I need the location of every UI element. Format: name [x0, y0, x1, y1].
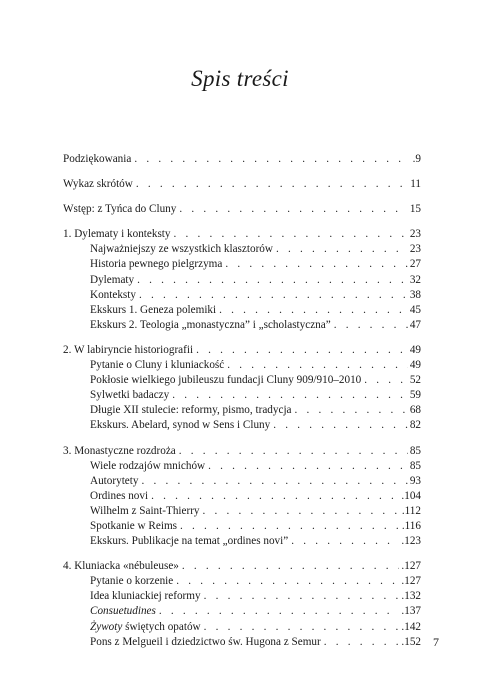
toc-entry-label: Historia pewnego pielgrzyma: [90, 258, 223, 271]
toc-page-number: 85: [409, 444, 421, 457]
toc-page-number: 68: [409, 404, 421, 417]
toc-entry-label: Spotkanie w Reims: [90, 519, 178, 532]
toc-subentry[interactable]: [63, 242, 421, 257]
toc-page-number: 47: [409, 318, 421, 331]
toc-subentry[interactable]: [63, 620, 421, 635]
dot-leader: [156, 604, 400, 619]
toc-section: [63, 152, 421, 167]
toc-page-number: 49: [409, 343, 421, 356]
toc-entry-label: Ekskurs. Abelard, synod w Sens i Cluny: [90, 419, 271, 432]
toc-entry-label: [90, 604, 156, 619]
toc-section: [63, 227, 421, 333]
toc-subentry[interactable]: [63, 418, 421, 433]
toc-entry[interactable]: [63, 559, 421, 574]
toc-entry[interactable]: [63, 444, 421, 459]
toc-page-number: 93: [409, 474, 421, 487]
toc-entry[interactable]: [63, 152, 421, 167]
toc-entry-label: Wstęp: z Tyńca do Cluny: [63, 203, 177, 216]
toc-entry-label: [90, 620, 201, 635]
dot-leader: [321, 635, 400, 650]
toc-subentry[interactable]: [63, 534, 421, 549]
toc-entry-label: Wilhelm z Saint-Thierry: [90, 504, 200, 517]
toc-page-number: 15: [409, 203, 421, 216]
toc-entry-label: Najważniejszy ze wszystkich klasztorów: [90, 243, 273, 256]
toc-subentry[interactable]: [63, 604, 421, 619]
toc-entry-label: 1. Dylematy i konteksty: [63, 228, 171, 241]
dot-leader: [138, 474, 407, 489]
toc-page-number: 82: [409, 419, 421, 432]
toc-page-number: 59: [409, 389, 421, 402]
toc-page-number: 11: [410, 178, 421, 191]
toc-entry-label: Wiele rodzajów mnichów: [90, 459, 206, 472]
toc-entry[interactable]: [63, 227, 421, 242]
toc-page-number: .142: [401, 620, 421, 633]
toc-page-number: .123: [401, 535, 421, 548]
toc-page-number: .127: [401, 575, 421, 588]
toc-page-number: .112: [401, 504, 421, 517]
dot-leader: [273, 242, 408, 257]
dot-leader: [216, 303, 408, 318]
dot-leader: [176, 202, 407, 217]
toc-entry-label: Pytanie o Cluny i kluniackość: [90, 359, 225, 372]
toc-entry-label: Pons z Melgueil i dziedzictwo św. Hugona z Semur: [90, 635, 321, 648]
dot-leader: [177, 519, 400, 534]
toc-page-number: 49: [409, 359, 421, 372]
toc-subentry[interactable]: [63, 303, 421, 318]
toc-subentry[interactable]: [63, 257, 421, 272]
toc-subentry[interactable]: [63, 358, 421, 373]
toc-section: [63, 444, 421, 550]
toc-section: [63, 559, 421, 650]
toc-entry-label: Pytanie o korzenie: [90, 575, 174, 588]
dot-leader: [288, 534, 399, 549]
toc-subentry[interactable]: [63, 504, 421, 519]
dot-leader: [222, 257, 407, 272]
toc-entry-label: 2. W labiryncie historiografii: [63, 343, 194, 356]
dot-leader: [179, 559, 400, 574]
toc-subentry[interactable]: [63, 318, 421, 333]
toc-page-number: 38: [409, 288, 421, 301]
dot-leader: [200, 504, 400, 519]
toc-page-number: .137: [401, 605, 421, 618]
dot-leader: [171, 227, 408, 242]
toc-entry-label: Wykaz skrótów: [63, 178, 133, 191]
toc-page-number: .127: [401, 560, 421, 573]
toc-entry-label: Ekskurs 1. Geneza polemiki: [90, 303, 217, 316]
dot-leader: [176, 444, 408, 459]
dot-leader: [292, 403, 408, 418]
toc-page-number: .104: [401, 489, 421, 502]
dot-leader: [331, 318, 408, 333]
toc-entry[interactable]: [63, 177, 421, 192]
toc-page-number: 23: [409, 243, 421, 256]
toc-entry[interactable]: [63, 202, 421, 217]
page-number: 7: [433, 635, 439, 649]
toc-page-number: 23: [409, 228, 421, 241]
dot-leader: [224, 358, 408, 373]
toc-entry-label: Ekskurs 2. Teologia „monastyczna” i „scholastyczna”: [90, 318, 331, 331]
toc-entry-label: Pokłosie wielkiego jubileuszu fundacji Cluny 909/910–2010: [90, 374, 362, 387]
toc-subentry[interactable]: [63, 403, 421, 418]
dot-leader: [201, 589, 400, 604]
toc-entry-label: Ekskurs. Publikacje na temat „ordines novi”: [90, 535, 289, 548]
dot-leader: [193, 343, 408, 358]
toc-subentry[interactable]: [63, 373, 421, 388]
dot-leader: [361, 373, 408, 388]
toc-page-number: .132: [401, 590, 421, 603]
toc-section: [63, 343, 421, 434]
dot-leader: [134, 273, 408, 288]
toc-subentry[interactable]: [63, 574, 421, 589]
toc-section: [63, 177, 421, 192]
toc-entry-label: Sylwetki badaczy: [90, 389, 170, 402]
toc-subentry[interactable]: [63, 635, 421, 650]
toc-entry-label: Dylematy: [90, 273, 135, 286]
toc-subentry[interactable]: [63, 388, 421, 403]
dot-leader: [169, 388, 408, 403]
toc-entry-label-italic: Consuetudines: [90, 605, 156, 618]
toc-entry-label: Konteksty: [90, 288, 136, 301]
toc-subentry[interactable]: [63, 489, 421, 504]
table-of-contents: [63, 152, 421, 660]
toc-subentry[interactable]: [63, 459, 421, 474]
toc-entry-label-rest: świętych opatów: [122, 620, 201, 633]
toc-page-number: 52: [409, 374, 421, 387]
toc-page-number: .116: [401, 519, 421, 532]
toc-page-number: 85: [409, 459, 421, 472]
toc-entry[interactable]: [63, 343, 421, 358]
toc-entry-label: 3. Monastyczne rozdroża: [63, 444, 176, 457]
toc-section: [63, 202, 421, 217]
toc-entry-label: Podziękowania: [63, 153, 132, 165]
toc-entry-label: Autorytety: [90, 474, 139, 487]
toc-page-number: .9: [412, 153, 421, 165]
toc-entry-label: Długie XII stulecie: reformy, pismo, tradycja: [90, 404, 292, 417]
toc-page-number: 32: [409, 273, 421, 286]
toc-subentry[interactable]: [63, 589, 421, 604]
dot-leader: [136, 288, 408, 303]
toc-entry-label: Ordines novi: [90, 489, 149, 502]
dot-leader: [201, 620, 400, 635]
toc-page-number: .152: [401, 635, 421, 648]
toc-entry-label-italic: Żywoty: [90, 620, 123, 633]
toc-subentry[interactable]: [63, 288, 421, 303]
dot-leader: [205, 459, 408, 474]
toc-subentry[interactable]: [63, 474, 421, 489]
dot-leader: [270, 418, 408, 433]
page-title: Spis treści: [191, 66, 289, 91]
dot-leader: [173, 574, 399, 589]
toc-subentry[interactable]: [63, 273, 421, 288]
dot-leader: [131, 152, 410, 167]
toc-subentry[interactable]: [63, 519, 421, 534]
toc-entry-label: Idea kluniackiej reformy: [90, 590, 201, 603]
toc-page-number: 45: [409, 303, 421, 316]
dot-leader: [148, 489, 399, 504]
dot-leader: [133, 177, 408, 192]
toc-entry-label: 4. Kluniacka «nébuleuse»: [63, 560, 179, 573]
toc-page-number: 27: [409, 258, 421, 271]
